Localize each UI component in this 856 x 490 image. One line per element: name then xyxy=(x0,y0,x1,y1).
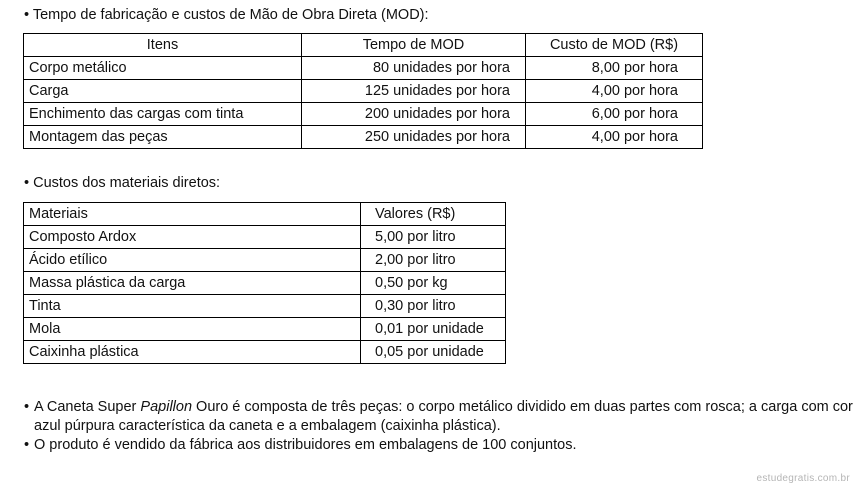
value-cell: 0,30 por litro xyxy=(361,295,506,318)
value-cell: 0,05 por unidade xyxy=(361,341,506,364)
materials-table xyxy=(23,202,506,364)
cost-cell: 6,00 por hora xyxy=(526,103,703,126)
mod-table xyxy=(23,33,703,149)
item-cell: Montagem das peças xyxy=(24,126,302,149)
cost-cell: 4,00 por hora xyxy=(526,80,703,103)
material-cell: Ácido etílico xyxy=(24,249,361,272)
table-row xyxy=(24,103,703,126)
value-cell: 0,01 por unidade xyxy=(361,318,506,341)
note-text: O produto é vendido da fábrica aos distribuidores em embalagens de 100 conjuntos. xyxy=(34,437,577,453)
item-cell: Enchimento das cargas com tinta xyxy=(24,103,302,126)
time-cell: 80 unidades por hora xyxy=(302,57,526,80)
material-cell: Massa plástica da carga xyxy=(24,272,361,295)
header-cell: Itens xyxy=(24,34,302,57)
material-cell: Caixinha plástica xyxy=(24,341,361,364)
item-cell: Carga xyxy=(24,80,302,103)
table-row xyxy=(24,249,506,272)
value-cell: 0,50 por kg xyxy=(361,272,506,295)
cost-cell: 4,00 por hora xyxy=(526,126,703,149)
value-cell: 2,00 por litro xyxy=(361,249,506,272)
table-row xyxy=(24,226,506,249)
table-header-row xyxy=(24,34,703,57)
header-cell: Tempo de MOD xyxy=(302,34,526,57)
table-row xyxy=(24,295,506,318)
material-cell: Mola xyxy=(24,318,361,341)
value-cell: 5,00 por litro xyxy=(361,226,506,249)
time-cell: 200 unidades por hora xyxy=(302,103,526,126)
table-row xyxy=(24,318,506,341)
table-row xyxy=(24,80,703,103)
cost-cell: 8,00 por hora xyxy=(526,57,703,80)
note-text-part: Ouro é composta de três peças: o corpo metálico dividido em duas partes com rosca; a carga com cor azul púrpura característica da caneta e a embalagem (caixinha plástica). xyxy=(34,399,853,434)
bullet: • xyxy=(24,437,30,453)
table-row xyxy=(24,126,703,149)
table-row xyxy=(24,272,506,295)
time-cell: 125 unidades por hora xyxy=(302,80,526,103)
note-text-part: A Caneta Super xyxy=(34,399,141,415)
header-cell: Materiais xyxy=(24,203,361,226)
table-row xyxy=(24,57,703,80)
watermark: estudegratis.com.br xyxy=(756,473,850,484)
table-header-row xyxy=(24,203,506,226)
note-composition xyxy=(24,398,854,436)
item-cell: Corpo metálico xyxy=(24,57,302,80)
product-name: Papillon xyxy=(140,399,193,415)
note-text xyxy=(24,398,854,436)
header-cell: Valores (R$) xyxy=(361,203,506,226)
header-cell: Custo de MOD (R$) xyxy=(526,34,703,57)
note-packaging xyxy=(24,436,854,455)
table-row xyxy=(24,341,506,364)
material-cell: Composto Ardox xyxy=(24,226,361,249)
materials-section-heading: • Custos dos materiais diretos: xyxy=(24,175,221,191)
time-cell: 250 unidades por hora xyxy=(302,126,526,149)
bullet: • xyxy=(24,399,30,415)
mod-section-heading: • Tempo de fabricação e custos de Mão de Obra Direta (MOD): xyxy=(24,7,429,23)
material-cell: Tinta xyxy=(24,295,361,318)
